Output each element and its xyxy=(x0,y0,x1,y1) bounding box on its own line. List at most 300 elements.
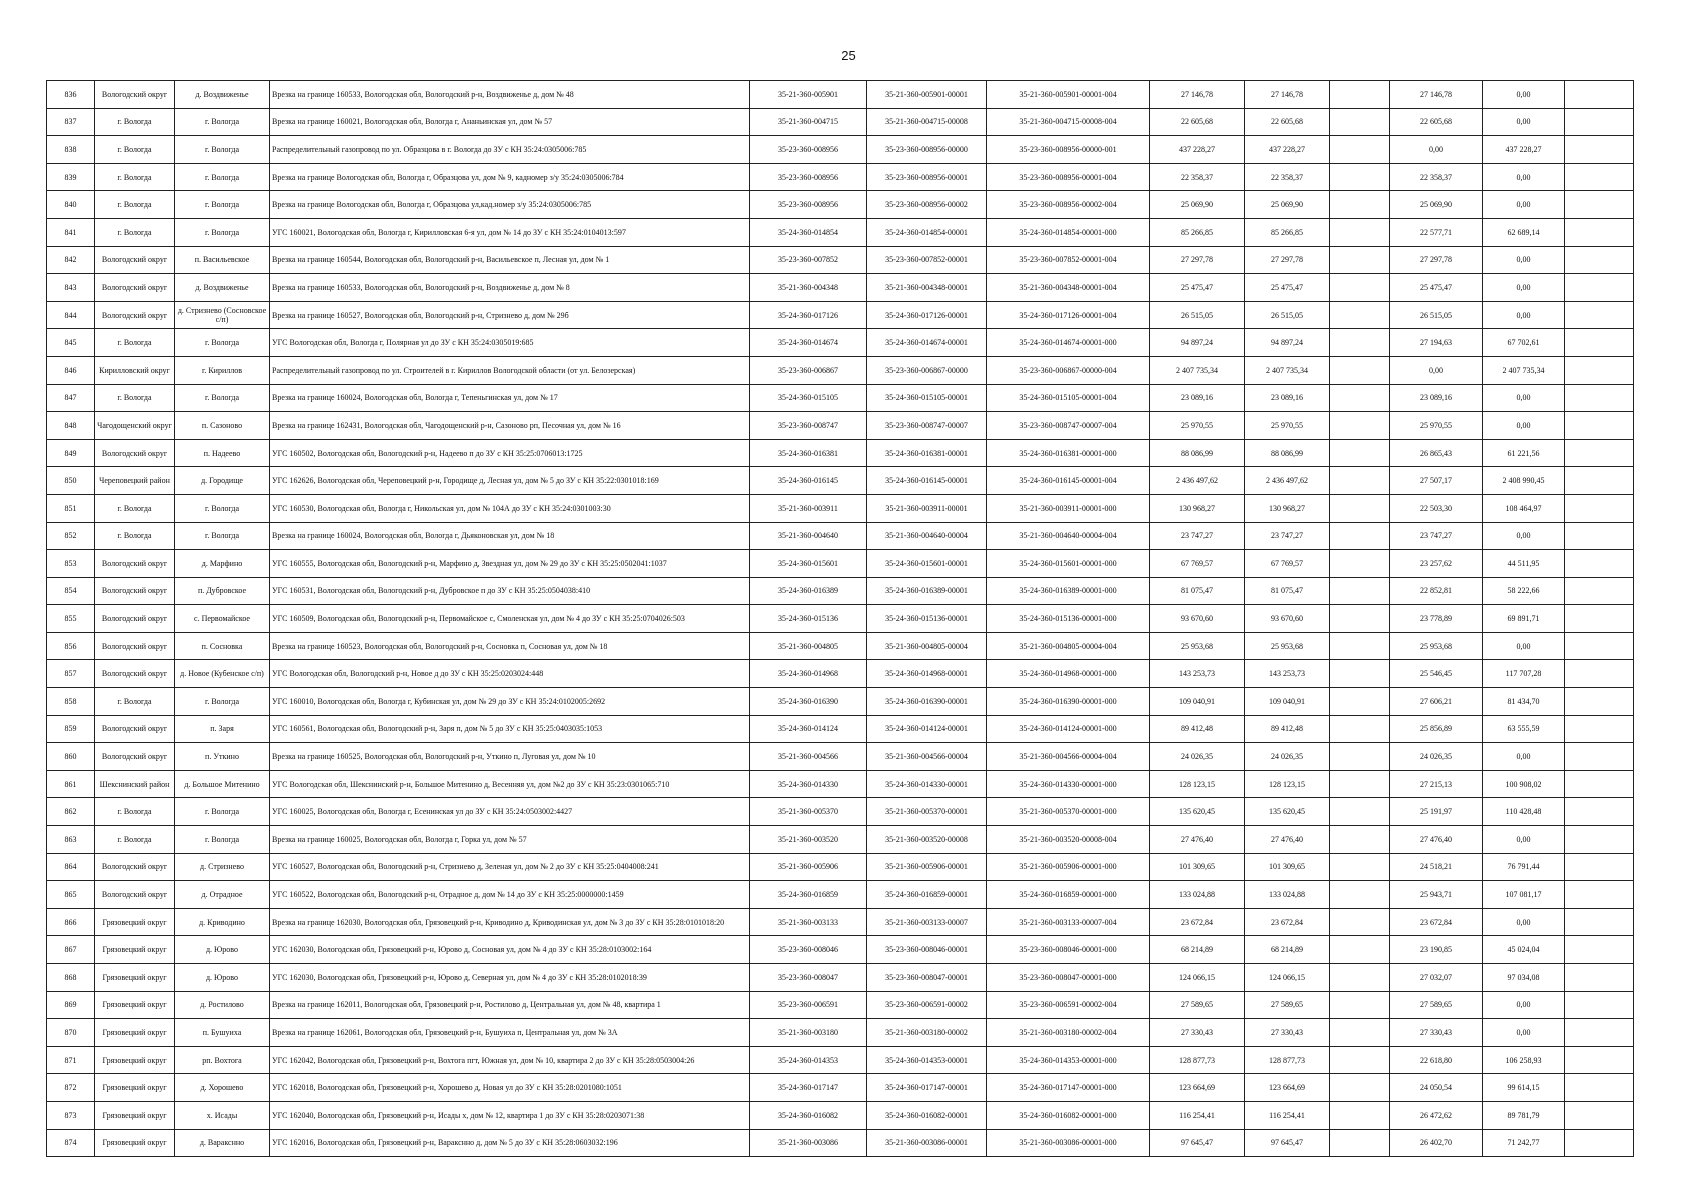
municipality-cell: Вологодский округ xyxy=(95,881,175,909)
municipality-cell: г. Вологда xyxy=(95,688,175,716)
locality-cell: г. Вологда xyxy=(175,329,270,357)
row-number: 849 xyxy=(47,439,95,467)
blank-cell xyxy=(1330,991,1390,1019)
blank-cell xyxy=(1330,329,1390,357)
sub-object-code-cell: 35-23-360-008047-00001 xyxy=(867,964,987,992)
cost-part-b-cell: 97 034,08 xyxy=(1483,964,1565,992)
blank-cell xyxy=(1330,964,1390,992)
cost-total-cell: 133 024,88 xyxy=(1150,881,1245,909)
cost-part-b-cell: 81 434,70 xyxy=(1483,688,1565,716)
locality-cell: д. Большое Митенино xyxy=(175,770,270,798)
table-row xyxy=(47,743,1634,771)
table-row xyxy=(47,1046,1634,1074)
cost-part-a-cell: 23 257,62 xyxy=(1390,550,1483,578)
full-code-cell: 35-24-360-016859-00001-000 xyxy=(987,881,1150,909)
cost-vat-cell: 130 968,27 xyxy=(1245,494,1330,522)
object-description-cell: Врезка на границе 160024, Вологодская обл, Вологда г, Дьяконовская ул, дом № 18 xyxy=(270,522,750,550)
blank-cell-end xyxy=(1565,467,1634,495)
municipality-cell: Вологодский округ xyxy=(95,853,175,881)
cost-part-b-cell: 89 781,79 xyxy=(1483,1101,1565,1129)
object-code-cell: 35-24-360-016389 xyxy=(750,577,867,605)
cost-vat-cell: 23 672,84 xyxy=(1245,908,1330,936)
row-number: 842 xyxy=(47,246,95,274)
cost-vat-cell: 23 747,27 xyxy=(1245,522,1330,550)
municipality-cell: г. Вологда xyxy=(95,494,175,522)
object-description-cell: УГС 160509, Вологодская обл, Вологодский р-н, Первомайское с, Смоленская ул, дом № 4 до ЗУ с КН 35:25:0704026:503 xyxy=(270,605,750,633)
row-number: 839 xyxy=(47,163,95,191)
cost-vat-cell: 85 266,85 xyxy=(1245,218,1330,246)
full-code-cell: 35-23-360-006867-00000-004 xyxy=(987,356,1150,384)
cost-part-a-cell: 22 503,30 xyxy=(1390,494,1483,522)
locality-cell: д. Городище xyxy=(175,467,270,495)
cost-total-cell: 27 589,65 xyxy=(1150,991,1245,1019)
municipality-cell: Вологодский округ xyxy=(95,743,175,771)
sub-object-code-cell: 35-23-360-008046-00001 xyxy=(867,936,987,964)
cost-total-cell: 23 672,84 xyxy=(1150,908,1245,936)
cost-total-cell: 437 228,27 xyxy=(1150,136,1245,164)
blank-cell-end xyxy=(1565,660,1634,688)
municipality-cell: Вологодский округ xyxy=(95,246,175,274)
object-description-cell: УГС 160522, Вологодская обл, Вологодский р-н, Отрадное д, дом № 14 до ЗУ с КН 35:25:0000000:1459 xyxy=(270,881,750,909)
object-description-cell: УГС 162018, Вологодская обл, Грязовецкий р-н, Хорошево д, Новая ул до ЗУ с КН 35:28:0201080:1051 xyxy=(270,1074,750,1102)
object-description-cell: Врезка на границе 162061, Вологодская обл, Грязовецкий р-н, Бушуиха п, Центральная ул, дом № 3А xyxy=(270,1019,750,1047)
cost-part-a-cell: 27 146,78 xyxy=(1390,81,1483,109)
sub-object-code-cell: 35-21-360-003180-00002 xyxy=(867,1019,987,1047)
municipality-cell: Чагодощенский округ xyxy=(95,412,175,440)
object-code-cell: 35-21-360-003086 xyxy=(750,1129,867,1157)
sub-object-code-cell: 35-21-360-004566-00004 xyxy=(867,743,987,771)
locality-cell: г. Вологда xyxy=(175,688,270,716)
locality-cell: г. Вологда xyxy=(175,494,270,522)
locality-cell: г. Вологда xyxy=(175,108,270,136)
cost-part-b-cell: 2 407 735,34 xyxy=(1483,356,1565,384)
object-description-cell: Врезка на границе 160527, Вологодская обл, Вологодский р-н, Стризнево д, дом № 29б xyxy=(270,301,750,329)
locality-cell: д. Стризнево xyxy=(175,853,270,881)
municipality-cell: г. Вологда xyxy=(95,191,175,219)
object-description-cell: УГС 160021, Вологодская обл, Вологда г, Кирилловская 6-я ул, дом № 14 до ЗУ с КН 35:24:0104013:597 xyxy=(270,218,750,246)
row-number: 873 xyxy=(47,1101,95,1129)
row-number: 854 xyxy=(47,577,95,605)
cost-part-a-cell: 23 190,85 xyxy=(1390,936,1483,964)
cost-part-a-cell: 26 472,62 xyxy=(1390,1101,1483,1129)
cost-part-b-cell: 76 791,44 xyxy=(1483,853,1565,881)
row-number: 867 xyxy=(47,936,95,964)
table-row xyxy=(47,274,1634,302)
municipality-cell: Вологодский округ xyxy=(95,660,175,688)
cost-part-a-cell: 25 856,89 xyxy=(1390,715,1483,743)
full-code-cell: 35-24-360-016381-00001-000 xyxy=(987,439,1150,467)
object-description-cell: УГС 162626, Вологодская обл, Череповецкий р-н, Городище д, Лесная ул, дом № 5 до ЗУ с КН 35:22:0301018:169 xyxy=(270,467,750,495)
locality-cell: д. Стризнево (Сосновское с/п) xyxy=(175,301,270,329)
object-description-cell: УГС 162016, Вологодская обл, Грязовецкий р-н, Варакснно д, дом № 5 до ЗУ с КН 35:28:0603032:196 xyxy=(270,1129,750,1157)
row-number: 864 xyxy=(47,853,95,881)
full-code-cell: 35-24-360-015105-00001-004 xyxy=(987,384,1150,412)
row-number: 844 xyxy=(47,301,95,329)
locality-cell: д. Отрадное xyxy=(175,881,270,909)
object-code-cell: 35-24-360-014124 xyxy=(750,715,867,743)
table-row xyxy=(47,660,1634,688)
object-description-cell: Распределительный газопровод по ул. Образцова в г. Вологда до ЗУ с КН 35:24:0305006:785 xyxy=(270,136,750,164)
blank-cell xyxy=(1330,798,1390,826)
locality-cell: д. Варакснно xyxy=(175,1129,270,1157)
object-code-cell: 35-23-360-008956 xyxy=(750,191,867,219)
object-description-cell: УГС 160531, Вологодская обл, Вологодский р-н, Дубровское п до ЗУ с КН 35:25:0504038:410 xyxy=(270,577,750,605)
object-code-cell: 35-24-360-015601 xyxy=(750,550,867,578)
object-code-cell: 35-21-360-005901 xyxy=(750,81,867,109)
cost-part-a-cell: 25 546,45 xyxy=(1390,660,1483,688)
table-row xyxy=(47,301,1634,329)
row-number: 853 xyxy=(47,550,95,578)
cost-part-a-cell: 23 778,89 xyxy=(1390,605,1483,633)
table-row xyxy=(47,1129,1634,1157)
row-number: 865 xyxy=(47,881,95,909)
cost-part-b-cell: 99 614,15 xyxy=(1483,1074,1565,1102)
cost-part-a-cell: 22 618,80 xyxy=(1390,1046,1483,1074)
cost-total-cell: 94 897,24 xyxy=(1150,329,1245,357)
row-number: 852 xyxy=(47,522,95,550)
municipality-cell: Вологодский округ xyxy=(95,301,175,329)
full-code-cell: 35-23-360-008956-00000-001 xyxy=(987,136,1150,164)
municipality-cell: Грязовецкий округ xyxy=(95,964,175,992)
cost-part-b-cell: 58 222,66 xyxy=(1483,577,1565,605)
blank-cell xyxy=(1330,826,1390,854)
full-code-cell: 35-21-360-003911-00001-000 xyxy=(987,494,1150,522)
full-code-cell: 35-23-360-008956-00002-004 xyxy=(987,191,1150,219)
row-number: 837 xyxy=(47,108,95,136)
table-row xyxy=(47,881,1634,909)
sub-object-code-cell: 35-24-360-016389-00001 xyxy=(867,577,987,605)
cost-part-a-cell: 25 953,68 xyxy=(1390,632,1483,660)
table-row xyxy=(47,246,1634,274)
full-code-cell: 35-24-360-015136-00001-000 xyxy=(987,605,1150,633)
locality-cell: г. Вологда xyxy=(175,798,270,826)
table-row xyxy=(47,1101,1634,1129)
sub-object-code-cell: 35-24-360-014353-00001 xyxy=(867,1046,987,1074)
cost-part-a-cell: 26 865,43 xyxy=(1390,439,1483,467)
cost-part-b-cell: 0,00 xyxy=(1483,81,1565,109)
blank-cell xyxy=(1330,743,1390,771)
sub-object-code-cell: 35-21-360-003520-00008 xyxy=(867,826,987,854)
blank-cell xyxy=(1330,246,1390,274)
row-number: 846 xyxy=(47,356,95,384)
blank-cell-end xyxy=(1565,439,1634,467)
object-description-cell: Врезка на границе 162431, Вологодская обл, Чагодощенский р-н, Сазоново рп, Песочная ул, дом № 16 xyxy=(270,412,750,440)
blank-cell-end xyxy=(1565,494,1634,522)
blank-cell-end xyxy=(1565,301,1634,329)
object-code-cell: 35-21-360-004640 xyxy=(750,522,867,550)
municipality-cell: Грязовецкий округ xyxy=(95,991,175,1019)
object-code-cell: 35-23-360-008956 xyxy=(750,136,867,164)
municipality-cell: Вологодский округ xyxy=(95,715,175,743)
cost-vat-cell: 25 953,68 xyxy=(1245,632,1330,660)
object-description-cell: УГС Вологодская обл, Вологодский р-н, Новое д до ЗУ с КН 35:25:0203024:448 xyxy=(270,660,750,688)
full-code-cell: 35-21-360-005370-00001-000 xyxy=(987,798,1150,826)
cost-vat-cell: 25 069,90 xyxy=(1245,191,1330,219)
cost-total-cell: 23 089,16 xyxy=(1150,384,1245,412)
cost-vat-cell: 89 412,48 xyxy=(1245,715,1330,743)
full-code-cell: 35-24-360-016390-00001-000 xyxy=(987,688,1150,716)
cost-total-cell: 26 515,05 xyxy=(1150,301,1245,329)
object-description-cell: Врезка на границе 160525, Вологодская обл, Вологодский р-н, Уткино п, Луговая ул, дом № 10 xyxy=(270,743,750,771)
object-code-cell: 35-24-360-014674 xyxy=(750,329,867,357)
locality-cell: п. Сосновка xyxy=(175,632,270,660)
blank-cell xyxy=(1330,853,1390,881)
full-code-cell: 35-21-360-003133-00007-004 xyxy=(987,908,1150,936)
cost-part-a-cell: 25 069,90 xyxy=(1390,191,1483,219)
object-code-cell: 35-21-360-003133 xyxy=(750,908,867,936)
blank-cell-end xyxy=(1565,632,1634,660)
blank-cell xyxy=(1330,605,1390,633)
full-code-cell: 35-21-360-003086-00001-000 xyxy=(987,1129,1150,1157)
blank-cell xyxy=(1330,688,1390,716)
municipality-cell: Грязовецкий округ xyxy=(95,1019,175,1047)
full-code-cell: 35-21-360-003180-00002-004 xyxy=(987,1019,1150,1047)
municipality-cell: г. Вологда xyxy=(95,826,175,854)
sub-object-code-cell: 35-21-360-004805-00004 xyxy=(867,632,987,660)
cost-vat-cell: 22 605,68 xyxy=(1245,108,1330,136)
object-description-cell: УГС 162042, Вологодская обл, Грязовецкий р-н, Вохтога пгт, Южная ул, дом № 10, квартира 2 до ЗУ с КН 35:28:0503004:26 xyxy=(270,1046,750,1074)
object-code-cell: 35-24-360-016082 xyxy=(750,1101,867,1129)
table-row xyxy=(47,1074,1634,1102)
cost-total-cell: 27 330,43 xyxy=(1150,1019,1245,1047)
cost-total-cell: 22 605,68 xyxy=(1150,108,1245,136)
cost-total-cell: 116 254,41 xyxy=(1150,1101,1245,1129)
blank-cell-end xyxy=(1565,384,1634,412)
cost-total-cell: 124 066,15 xyxy=(1150,964,1245,992)
row-number: 874 xyxy=(47,1129,95,1157)
sub-object-code-cell: 35-23-360-008956-00000 xyxy=(867,136,987,164)
object-description-cell: УГС 160010, Вологодская обл, Вологда г, Кубинская ул, дом № 29 до ЗУ с КН 35:24:0102005:2692 xyxy=(270,688,750,716)
sub-object-code-cell: 35-24-360-016082-00001 xyxy=(867,1101,987,1129)
blank-cell xyxy=(1330,550,1390,578)
cost-part-b-cell: 0,00 xyxy=(1483,384,1565,412)
page-number: 25 xyxy=(841,48,856,63)
row-number: 858 xyxy=(47,688,95,716)
full-code-cell: 35-24-360-017147-00001-000 xyxy=(987,1074,1150,1102)
full-code-cell: 35-24-360-014330-00001-000 xyxy=(987,770,1150,798)
object-code-cell: 35-24-360-017147 xyxy=(750,1074,867,1102)
table-row xyxy=(47,384,1634,412)
blank-cell-end xyxy=(1565,218,1634,246)
table-row xyxy=(47,191,1634,219)
cost-part-a-cell: 23 747,27 xyxy=(1390,522,1483,550)
cost-part-b-cell: 110 428,48 xyxy=(1483,798,1565,826)
blank-cell-end xyxy=(1565,136,1634,164)
cost-vat-cell: 23 089,16 xyxy=(1245,384,1330,412)
row-number: 850 xyxy=(47,467,95,495)
object-description-cell: УГС Вологодская обл, Вологда г, Полярная ул до ЗУ с КН 35:24:0305019:685 xyxy=(270,329,750,357)
municipality-cell: г. Вологда xyxy=(95,163,175,191)
cost-part-a-cell: 22 577,71 xyxy=(1390,218,1483,246)
cost-vat-cell: 143 253,73 xyxy=(1245,660,1330,688)
sub-object-code-cell: 35-23-360-007852-00001 xyxy=(867,246,987,274)
cost-part-a-cell: 25 970,55 xyxy=(1390,412,1483,440)
object-description-cell: Врезка на границе 162030, Вологодская обл, Грязовецкий р-н, Криводино д, Криводинская ул, дом № 3 до ЗУ с КН 35:28:0101018:20 xyxy=(270,908,750,936)
table-row xyxy=(47,853,1634,881)
cost-part-a-cell: 24 518,21 xyxy=(1390,853,1483,881)
cost-total-cell: 130 968,27 xyxy=(1150,494,1245,522)
cost-total-cell: 22 358,37 xyxy=(1150,163,1245,191)
cost-total-cell: 88 086,99 xyxy=(1150,439,1245,467)
cost-part-b-cell: 0,00 xyxy=(1483,301,1565,329)
blank-cell-end xyxy=(1565,743,1634,771)
table-row xyxy=(47,108,1634,136)
blank-cell xyxy=(1330,1074,1390,1102)
cost-total-cell: 143 253,73 xyxy=(1150,660,1245,688)
cost-total-cell: 135 620,45 xyxy=(1150,798,1245,826)
blank-cell xyxy=(1330,770,1390,798)
cost-total-cell: 27 297,78 xyxy=(1150,246,1245,274)
blank-cell-end xyxy=(1565,1019,1634,1047)
object-code-cell: 35-21-360-004715 xyxy=(750,108,867,136)
object-code-cell: 35-23-360-008047 xyxy=(750,964,867,992)
table-row xyxy=(47,439,1634,467)
row-number: 848 xyxy=(47,412,95,440)
full-code-cell: 35-21-360-003520-00008-004 xyxy=(987,826,1150,854)
locality-cell: д. Воздвиженье xyxy=(175,81,270,109)
sub-object-code-cell: 35-23-360-006867-00000 xyxy=(867,356,987,384)
cost-part-b-cell: 71 242,77 xyxy=(1483,1129,1565,1157)
sub-object-code-cell: 35-24-360-015601-00001 xyxy=(867,550,987,578)
cost-part-b-cell: 0,00 xyxy=(1483,1019,1565,1047)
cost-vat-cell: 116 254,41 xyxy=(1245,1101,1330,1129)
blank-cell xyxy=(1330,660,1390,688)
blank-cell-end xyxy=(1565,550,1634,578)
locality-cell: г. Вологда xyxy=(175,218,270,246)
cost-total-cell: 97 645,47 xyxy=(1150,1129,1245,1157)
blank-cell xyxy=(1330,632,1390,660)
cost-total-cell: 25 475,47 xyxy=(1150,274,1245,302)
cost-total-cell: 93 670,60 xyxy=(1150,605,1245,633)
municipality-cell: г. Вологда xyxy=(95,108,175,136)
full-code-cell: 35-23-360-008747-00007-004 xyxy=(987,412,1150,440)
object-description-cell: Врезка на границе 160533, Вологодская обл, Вологодский р-н, Воздвиженье д, дом № 8 xyxy=(270,274,750,302)
blank-cell-end xyxy=(1565,826,1634,854)
locality-cell: д. Новое (Кубенское с/п) xyxy=(175,660,270,688)
blank-cell-end xyxy=(1565,798,1634,826)
cost-part-b-cell: 61 221,56 xyxy=(1483,439,1565,467)
object-code-cell: 35-21-360-005906 xyxy=(750,853,867,881)
full-code-cell: 35-24-360-016082-00001-000 xyxy=(987,1101,1150,1129)
object-description-cell: УГС 162040, Вологодская обл, Грязовецкий р-н, Исады х, дом № 12, квартира 1 до ЗУ с КН 35:28:0203071:38 xyxy=(270,1101,750,1129)
cost-part-b-cell: 63 555,59 xyxy=(1483,715,1565,743)
row-number: 866 xyxy=(47,908,95,936)
locality-cell: г. Вологда xyxy=(175,522,270,550)
municipality-cell: Вологодский округ xyxy=(95,274,175,302)
full-code-cell: 35-24-360-015601-00001-000 xyxy=(987,550,1150,578)
cost-total-cell: 27 146,78 xyxy=(1150,81,1245,109)
cost-vat-cell: 27 589,65 xyxy=(1245,991,1330,1019)
blank-cell-end xyxy=(1565,329,1634,357)
table-row xyxy=(47,605,1634,633)
locality-cell: г. Вологда xyxy=(175,136,270,164)
object-description-cell: УГС 162030, Вологодская обл, Грязовецкий р-н, Юрово д, Сосновая ул, дом № 4 до ЗУ с КН 35:28:0103002:164 xyxy=(270,936,750,964)
row-number: 870 xyxy=(47,1019,95,1047)
locality-cell: д. Криводино xyxy=(175,908,270,936)
municipality-cell: Череповецкий район xyxy=(95,467,175,495)
municipality-cell: Грязовецкий округ xyxy=(95,1101,175,1129)
cost-part-b-cell: 69 891,71 xyxy=(1483,605,1565,633)
object-description-cell: Врезка на границе 162011, Вологодская обл, Грязовецкий р-н, Ростилово д, Центральная ул, дом № 48, квартира 1 xyxy=(270,991,750,1019)
locality-cell: п. Бушуиха xyxy=(175,1019,270,1047)
row-number: 843 xyxy=(47,274,95,302)
locality-cell: г. Вологда xyxy=(175,384,270,412)
full-code-cell: 35-21-360-004805-00004-004 xyxy=(987,632,1150,660)
locality-cell: г. Вологда xyxy=(175,163,270,191)
blank-cell-end xyxy=(1565,191,1634,219)
table-row xyxy=(47,936,1634,964)
row-number: 836 xyxy=(47,81,95,109)
full-code-cell: 35-24-360-014968-00001-000 xyxy=(987,660,1150,688)
object-code-cell: 35-23-360-006867 xyxy=(750,356,867,384)
locality-cell: г. Кириллов xyxy=(175,356,270,384)
table-row xyxy=(47,356,1634,384)
cost-total-cell: 109 040,91 xyxy=(1150,688,1245,716)
blank-cell xyxy=(1330,1129,1390,1157)
table-row xyxy=(47,136,1634,164)
table-row xyxy=(47,577,1634,605)
sub-object-code-cell: 35-24-360-014124-00001 xyxy=(867,715,987,743)
blank-cell-end xyxy=(1565,853,1634,881)
sub-object-code-cell: 35-21-360-004640-00004 xyxy=(867,522,987,550)
cost-vat-cell: 124 066,15 xyxy=(1245,964,1330,992)
locality-cell: д. Марфино xyxy=(175,550,270,578)
municipality-cell: Кирилловский округ xyxy=(95,356,175,384)
cost-part-a-cell: 27 507,17 xyxy=(1390,467,1483,495)
cost-part-a-cell: 27 476,40 xyxy=(1390,826,1483,854)
blank-cell-end xyxy=(1565,522,1634,550)
row-number: 868 xyxy=(47,964,95,992)
cost-total-cell: 27 476,40 xyxy=(1150,826,1245,854)
cost-vat-cell: 27 297,78 xyxy=(1245,246,1330,274)
full-code-cell: 35-21-360-004715-00008-004 xyxy=(987,108,1150,136)
locality-cell: д. Ростилово xyxy=(175,991,270,1019)
cost-part-a-cell: 27 194,63 xyxy=(1390,329,1483,357)
blank-cell xyxy=(1330,1101,1390,1129)
municipality-cell: Вологодский округ xyxy=(95,81,175,109)
blank-cell xyxy=(1330,467,1390,495)
blank-cell xyxy=(1330,936,1390,964)
sub-object-code-cell: 35-21-360-003086-00001 xyxy=(867,1129,987,1157)
row-number: 871 xyxy=(47,1046,95,1074)
object-code-cell: 35-24-360-016381 xyxy=(750,439,867,467)
object-code-cell: 35-24-360-016145 xyxy=(750,467,867,495)
object-code-cell: 35-24-360-014968 xyxy=(750,660,867,688)
cost-vat-cell: 133 024,88 xyxy=(1245,881,1330,909)
locality-cell: п. Надеево xyxy=(175,439,270,467)
object-code-cell: 35-23-360-008747 xyxy=(750,412,867,440)
cost-part-b-cell: 0,00 xyxy=(1483,522,1565,550)
cost-part-b-cell: 0,00 xyxy=(1483,108,1565,136)
blank-cell xyxy=(1330,439,1390,467)
cost-part-a-cell: 27 606,21 xyxy=(1390,688,1483,716)
table-row xyxy=(47,688,1634,716)
cost-part-b-cell: 45 024,04 xyxy=(1483,936,1565,964)
object-code-cell: 35-23-360-008046 xyxy=(750,936,867,964)
object-description-cell: УГС 160555, Вологодская обл, Вологодский р-н, Марфино д, Звездная ул, дом № 29 до ЗУ с КН 35:25:0502041:1037 xyxy=(270,550,750,578)
registry-body xyxy=(47,81,1634,1157)
sub-object-code-cell: 35-24-360-014854-00001 xyxy=(867,218,987,246)
sub-object-code-cell: 35-24-360-014968-00001 xyxy=(867,660,987,688)
cost-vat-cell: 27 476,40 xyxy=(1245,826,1330,854)
row-number: 872 xyxy=(47,1074,95,1102)
object-code-cell: 35-24-360-015105 xyxy=(750,384,867,412)
table-row xyxy=(47,908,1634,936)
sub-object-code-cell: 35-21-360-003911-00001 xyxy=(867,494,987,522)
object-description-cell: Врезка на границе 160025, Вологодская обл, Вологда г, Горка ул, дом № 57 xyxy=(270,826,750,854)
blank-cell xyxy=(1330,412,1390,440)
cost-part-b-cell: 0,00 xyxy=(1483,274,1565,302)
